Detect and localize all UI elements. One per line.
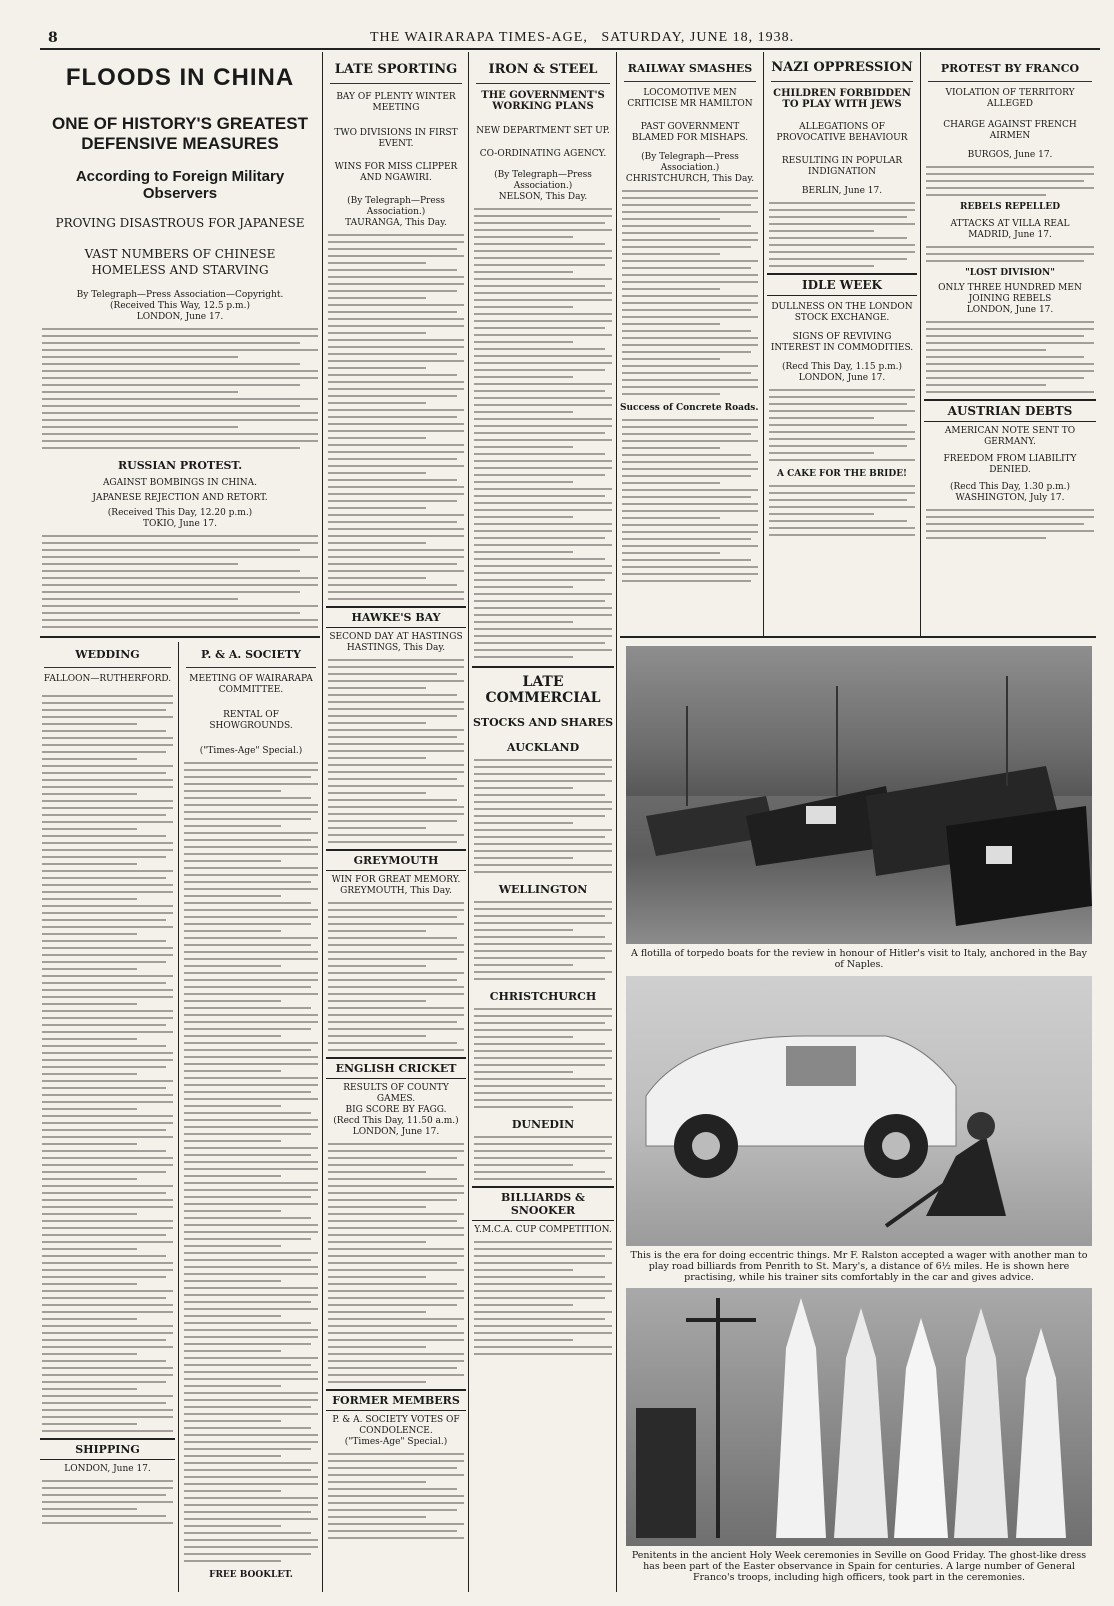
col-rule (468, 52, 469, 1592)
page-number: 8 (48, 30, 58, 46)
floods-body (40, 328, 320, 449)
nazi-dateline: BERLIN, June 17. (801, 186, 883, 196)
col-rule (178, 642, 179, 1592)
railway-byline: (By Telegraph—Press Association.) (641, 152, 739, 173)
car-caption: This is the era for doing eccentric things. Mr F. Ralston accepted a wager with another man to play road billiards from Penrith to St. Mary's, a distance of 6½ miles. He is shown here practising, while his trainer sits comfortably in the car and gives advice. (630, 1250, 1088, 1283)
torpedo-caption: A flotilla of torpedo boats for the review in honour of Hitler's visit to Italy, anchored in the Bay of Naples. (630, 948, 1088, 970)
austrian-sub2: FREEDOM FROM LIABILITY DENIED. (943, 454, 1077, 475)
penitents-photo (626, 1288, 1092, 1546)
railway-article (620, 56, 760, 636)
wellington-headline: WELLINGTON (498, 883, 588, 896)
col-rule (322, 52, 323, 1592)
former-special: ("Times-Age" Special.) (344, 1437, 448, 1447)
austrian-dateline: WASHINGTON, July 17. (955, 493, 1065, 503)
iron-byline: (By Telegraph—Press Association.) (494, 170, 592, 191)
idle-body (767, 389, 917, 461)
greymouth-body (326, 902, 466, 1051)
pa-footer: FREE BOOKLET. (209, 1570, 293, 1580)
idle-headline: IDLE WEEK (767, 273, 917, 296)
pa-special: ("Times-Age" Special.) (199, 746, 303, 756)
concrete-headline: Success of Concrete Roads. (620, 403, 759, 413)
nazi-sub: CHILDREN FORBIDDEN TO PLAY WITH JEWS (773, 88, 911, 110)
franco-article (924, 56, 1096, 636)
lost-division-dateline: LONDON, June 17. (966, 305, 1054, 315)
sporting-headline: LATE SPORTING (334, 62, 458, 77)
concrete-body (620, 419, 760, 582)
franco-headline: PROTEST BY FRANCO (940, 62, 1080, 75)
cricket-headline: ENGLISH CRICKET (326, 1057, 466, 1079)
commercial-headline: LATE COMMERCIAL (472, 666, 614, 706)
iron-sub3: CO-ORDINATING AGENCY. (479, 149, 607, 159)
austrian-headline: AUSTRIAN DEBTS (924, 399, 1096, 422)
cricket-received: (Recd This Day, 11.50 a.m.) (333, 1116, 459, 1126)
sporting-byline: (By Telegraph—Press Association.) (347, 196, 445, 217)
iron-dateline: NELSON, This Day. (498, 192, 588, 202)
billiards-sub: Y.M.C.A. CUP COMPETITION. (474, 1225, 612, 1235)
former-body (326, 1453, 466, 1539)
masthead-rule (40, 48, 1100, 50)
christchurch-headline: CHRISTCHURCH (489, 990, 597, 1003)
sporting-sub2: TWO DIVISIONS IN FIRST EVENT. (334, 128, 458, 149)
penitents-caption: Penitents in the ancient Holy Week ceremonies in Seville on Good Friday. The ghost-like dress has been part of the Easter observance in Spain for centuries. A large number of General Franco's troops, including high officers, took part in the ceremonies. (631, 1550, 1087, 1583)
col-rule (616, 52, 617, 1592)
iron-sub2: NEW DEPARTMENT SET UP. (476, 126, 610, 136)
pa-sub: MEETING OF WAIRARAPA COMMITTEE. (189, 674, 313, 695)
floods-deck: According to Foreign Military Observers (75, 168, 285, 202)
wellington-body (472, 901, 614, 980)
railway-sub: LOCOMOTIVE MEN CRITICISE MR HAMILTON (627, 88, 753, 109)
russian-dateline: TOKIO, June 17. (143, 519, 217, 529)
pa-body (182, 762, 320, 1562)
lost-division-headline: "LOST DIVISION" (965, 268, 1055, 278)
austrian-body (924, 509, 1096, 539)
nazi-sub2: ALLEGATIONS OF PROVOCATIVE BEHAVIOUR (776, 122, 908, 143)
sporting-column (326, 56, 466, 1592)
idle-received: (Recd This Day, 1.15 p.m.) (781, 362, 903, 372)
floods-deck2: PROVING DISASTROUS FOR JAPANESE (55, 216, 305, 230)
franco-body (924, 166, 1096, 196)
floods-subtitle: ONE OF HISTORY'S GREATEST DEFENSIVE MEASURES (52, 114, 308, 153)
photo-section-rule (620, 636, 1096, 638)
greymouth-sub: WIN FOR GREAT MEMORY. (331, 875, 461, 885)
greymouth-dateline: GREYMOUTH, This Day. (340, 886, 452, 896)
torpedo-boats-photo (626, 646, 1092, 944)
former-headline: FORMER MEMBERS (326, 1389, 466, 1411)
idle-sub: DULLNESS ON THE LONDON STOCK EXCHANGE. (771, 302, 913, 323)
auckland-headline: AUCKLAND (506, 741, 580, 754)
russian-body (40, 535, 320, 628)
auckland-body (472, 759, 614, 873)
pa-headline: P. & A. SOCIETY (201, 648, 301, 661)
hawkes-headline: HAWKE'S BAY (326, 606, 466, 628)
wedding-sub: FALLOON—RUTHERFORD. (43, 674, 172, 684)
former-sub: P. & A. SOCIETY VOTES OF CONDOLENCE. (332, 1415, 460, 1436)
pa-sub2: RENTAL OF SHOWGROUNDS. (209, 710, 293, 731)
cake-headline: A CAKE FOR THE BRIDE! (776, 469, 908, 479)
nazi-body (767, 202, 917, 267)
col-rule (763, 52, 764, 636)
greymouth-headline: GREYMOUTH (326, 849, 466, 871)
franco-dateline: BURGOS, June 17. (967, 150, 1053, 160)
car-photo (626, 976, 1092, 1246)
rebels-body (924, 246, 1096, 262)
cricket-dateline: LONDON, June 17. (352, 1127, 440, 1137)
iron-body (472, 208, 614, 658)
railway-body (620, 190, 760, 395)
hawkes-body (326, 659, 466, 843)
franco-sub: VIOLATION OF TERRITORY ALLEGED (945, 88, 1075, 109)
railway-headline: RAILWAY SMASHES (627, 62, 753, 75)
dunedin-headline: DUNEDIN (511, 1118, 575, 1131)
shipping-dateline: LONDON, June 17. (64, 1464, 151, 1474)
rebels-headline: REBELS REPELLED (959, 202, 1061, 212)
railway-dateline: CHRISTCHURCH, This Day. (625, 174, 755, 184)
russian-sub2: JAPANESE REJECTION AND RETORT. (92, 493, 268, 503)
shipping-headline: SHIPPING (40, 1438, 175, 1460)
sporting-sub: BAY OF PLENTY WINTER MEETING (336, 92, 456, 113)
russian-sub: AGAINST BOMBINGS IN CHINA. (102, 478, 258, 488)
masthead-title: THE WAIRARAPA TIMES-AGE, SATURDAY, JUNE 18, 1938. (370, 30, 795, 45)
iron-headline: IRON & STEEL (488, 62, 598, 77)
sporting-dateline: TAURANGA, This Day. (345, 218, 447, 228)
floods-dateline: LONDON, June 17. (136, 312, 224, 322)
col-rule (920, 52, 921, 636)
commercial-sub: STOCKS AND SHARES (472, 716, 614, 729)
austrian-received: (Recd This Day, 1.30 p.m.) (949, 482, 1071, 492)
sporting-sub3: WINS FOR MISS CLIPPER AND NGAWIRI. (334, 162, 458, 183)
billiards-body (472, 1241, 614, 1355)
wedding-article (40, 642, 175, 1592)
penitents-illustration (626, 1288, 1092, 1546)
russian-headline: RUSSIAN PROTEST. (117, 459, 243, 472)
railway-sub2: PAST GOVERNMENT BLAMED FOR MISHAPS. (631, 122, 749, 143)
wedding-body (40, 695, 175, 1432)
cricket-body (326, 1143, 466, 1383)
idle-sub2: SIGNS OF REVIVING INTEREST IN COMMODITIES. (770, 332, 914, 353)
billiards-headline: BILLIARDS & SNOOKER (472, 1186, 614, 1221)
cricket-sub: RESULTS OF COUNTY GAMES. (343, 1083, 449, 1104)
nazi-headline: NAZI OPPRESSION (771, 60, 913, 75)
idle-dateline: LONDON, June 17. (798, 373, 886, 383)
rebels-sub: ATTACKS AT VILLA REAL (950, 219, 1070, 229)
car-billiards-illustration (626, 976, 1092, 1246)
christchurch-body (472, 1008, 614, 1108)
hawkes-dateline: HASTINGS, This Day. (346, 643, 446, 653)
wedding-headline: WEDDING (75, 648, 140, 661)
hawkes-sub: SECOND DAY AT HASTINGS (329, 632, 463, 642)
cricket-sub2: BIG SCORE BY FAGG. (345, 1105, 447, 1115)
iron-steel-column (472, 56, 614, 1592)
dunedin-body (472, 1136, 614, 1180)
floods-bottom-rule (40, 636, 320, 638)
cake-body (767, 485, 917, 536)
rebels-dateline: MADRID, June 17. (968, 230, 1052, 240)
torpedo-boats-illustration (626, 646, 1092, 944)
floods-article (40, 56, 320, 636)
russian-received: (Received This Day, 12.20 p.m.) (107, 508, 253, 518)
sporting-body (326, 234, 466, 600)
franco-sub2: CHARGE AGAINST FRENCH AIRMEN (943, 120, 1077, 141)
austrian-sub: AMERICAN NOTE SENT TO GERMANY. (944, 426, 1076, 447)
lost-division-body (924, 321, 1096, 393)
iron-sub: THE GOVERNMENT'S WORKING PLANS (481, 90, 605, 112)
floods-deck3: VAST NUMBERS OF CHINESE HOMELESS AND STARVING (84, 247, 276, 277)
nazi-sub3: RESULTING IN POPULAR INDIGNATION (781, 156, 903, 177)
pa-society-article (182, 642, 320, 1592)
floods-byline: By Telegraph—Press Association—Copyright. (76, 290, 284, 300)
floods-headline: FLOODS IN CHINA (65, 64, 295, 91)
shipping-body (40, 1480, 175, 1524)
lost-division-sub: ONLY THREE HUNDRED MEN JOINING REBELS (938, 283, 1082, 304)
nazi-article (767, 56, 917, 636)
floods-received: (Received This Way, 12.5 p.m.) (110, 301, 250, 311)
